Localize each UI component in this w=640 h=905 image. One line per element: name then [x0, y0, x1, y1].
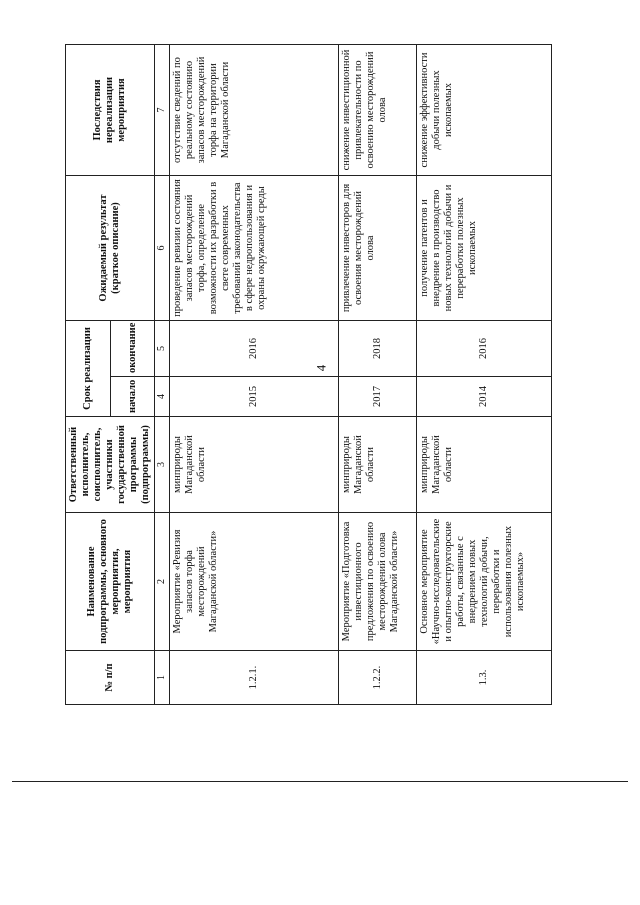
header-col1: № п/п [66, 651, 155, 705]
row-consequence: отсутствие сведений по реальному состоянию запасов месторождений торфа на территории Магаданской области [169, 45, 338, 176]
row-name: Мероприятие «Подготовка инвестиционного предложения по освоению месторождений олова Магаданской области» [339, 513, 417, 651]
colnum-7: 7 [155, 45, 170, 176]
colnum-4: 4 [155, 377, 170, 417]
row-consequence: снижение эффективности добычи полезных ископаемых [416, 45, 551, 176]
column-number-row [155, 45, 170, 705]
row-consequence: снижение инвестиционной привлекательности по освоению месторождений олова [339, 45, 417, 176]
colnum-5: 5 [155, 321, 170, 377]
header-col2: Наименование подпрограммы, основного мероприятия, мероприятия [66, 513, 155, 651]
header-col5: окончание [110, 321, 155, 377]
header-col6: Ожидаемый результат (краткое описание) [66, 176, 155, 321]
colnum-2: 2 [155, 513, 170, 651]
program-table [65, 44, 552, 705]
row-start: 2014 [416, 377, 551, 417]
header-row-1 [66, 45, 111, 705]
row-end: 2018 [339, 321, 417, 377]
header-col4: начало [110, 377, 155, 417]
table-row [169, 45, 338, 705]
colnum-6: 6 [155, 176, 170, 321]
row-executor: минприроды Магаданской области [339, 417, 417, 513]
row-result: привлечение инвесторов для освоения месторождений олова [339, 176, 417, 321]
row-end: 2016 [169, 321, 338, 377]
header-period: Срок реализации [66, 321, 111, 417]
table-row [339, 45, 417, 705]
colnum-1: 1 [155, 651, 170, 705]
header-col3: Ответственный исполнитель, соисполнитель, участники государственной программы (подпрограммы) [66, 417, 155, 513]
row-number: 1.2.2. [339, 651, 417, 705]
row-number: 1.2.1. [169, 651, 338, 705]
row-name: Основное мероприятие «Научно-исследовательские и опытно-конструкторские работы, связанные с внедрением новых технологий добычи, переработки и использования полезных ископаемых» [416, 513, 551, 651]
bottom-divider [12, 781, 628, 782]
row-executor: минприроды Магаданской области [169, 417, 338, 513]
row-executor: минприроды Магаданской области [416, 417, 551, 513]
row-result: проведение ревизии состояния запасов месторождений торфа, определение возможности их разработки в свете современных требований законодательства в сфере недропользования и охраны окружающей среды [169, 176, 338, 321]
row-number: 1.3. [416, 651, 551, 705]
row-end: 2016 [416, 321, 551, 377]
table-row [416, 45, 551, 705]
header-col7: Последствия нереализации мероприятия [66, 45, 155, 176]
row-result: получение патентов и внедрение в производство новых технологий добычи и переработки полезных ископаемых [416, 176, 551, 321]
page-number: 4 [313, 364, 329, 372]
row-start: 2017 [339, 377, 417, 417]
row-start: 2015 [169, 377, 338, 417]
rotated-table-wrapper [65, 45, 527, 705]
colnum-3: 3 [155, 417, 170, 513]
row-name: Мероприятие «Ревизия запасов торфа месторождений Магаданской области» [169, 513, 338, 651]
